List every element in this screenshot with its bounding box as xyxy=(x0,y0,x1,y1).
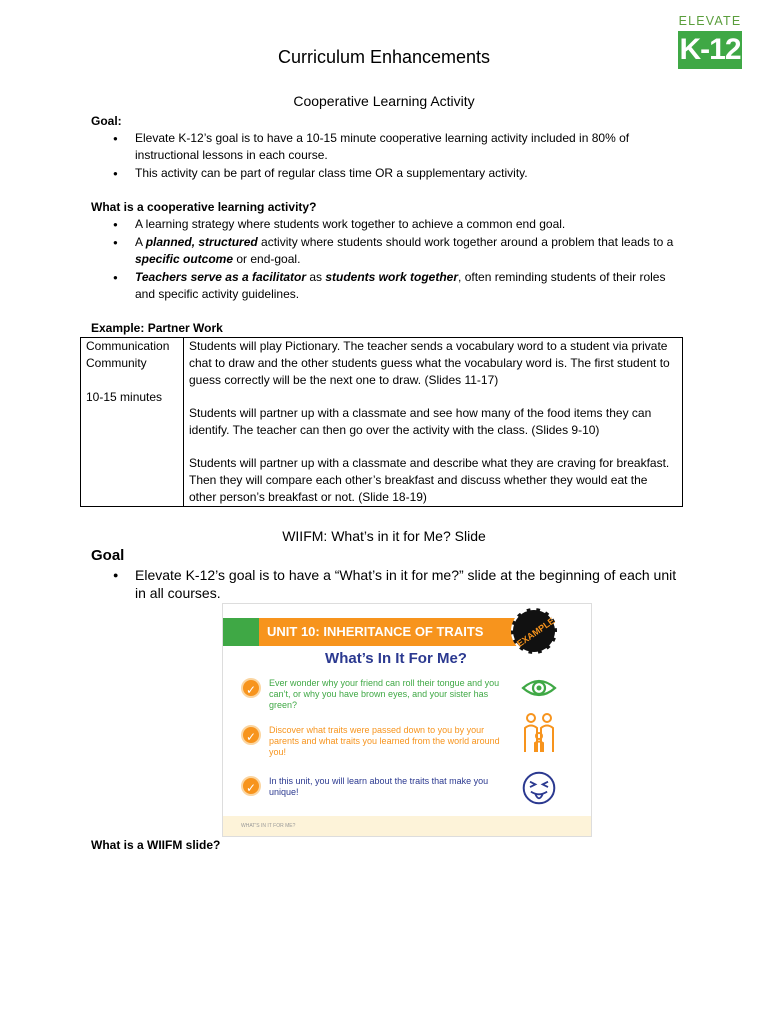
example-heading: Example: Partner Work xyxy=(91,321,223,335)
tongue-face-icon xyxy=(521,768,557,808)
family-icon xyxy=(521,712,557,754)
text-run: A xyxy=(135,235,146,249)
emphasis: specific outcome xyxy=(135,252,234,266)
cooperative-list xyxy=(113,216,683,304)
example-table xyxy=(80,337,683,507)
activity-paragraph: Students will partner up with a classmate and describe what they are craving for breakfast. Then they will compare each other’s breakfast and discuss whether they would eat the other person’s breakfast or not. (Slide 18-19) xyxy=(189,456,670,504)
eye-icon xyxy=(521,670,557,706)
cell-text: 10-15 minutes xyxy=(86,390,163,404)
table-cell-right xyxy=(184,338,683,507)
slide-row xyxy=(241,678,511,712)
table-cell-left xyxy=(81,338,184,507)
cell-text: Community xyxy=(86,356,147,370)
goal-heading: Goal: xyxy=(91,114,122,128)
slide-banner: UNIT 10: INHERITANCE OF TRAITS xyxy=(259,618,529,646)
page-title: Curriculum Enhancements xyxy=(277,47,491,67)
list-item: ● Elevate K-12’s goal is to have a “What’s in it for me?” slide at the beginning of each unit in all courses. xyxy=(113,566,683,602)
list-item: ● A learning strategy where students work together to achieve a common end goal. xyxy=(113,216,683,233)
wiifm-question: What is a WIIFM slide? xyxy=(91,838,221,852)
page-subtitle: Cooperative Learning Activity xyxy=(293,93,475,109)
slide-row xyxy=(241,776,511,806)
slide-green-strip xyxy=(223,618,259,646)
table-row xyxy=(81,338,683,507)
text-run: , often reminding students of their roles and specific activity guidelines. xyxy=(135,270,666,301)
cooperative-heading: What is a cooperative learning activity? xyxy=(91,200,317,214)
list-item: ● This activity can be part of regular class time OR a supplementary activity. xyxy=(113,165,683,182)
text-run: as xyxy=(306,270,326,284)
example-slide-image xyxy=(222,603,592,837)
wiifm-goal-heading: Goal xyxy=(91,547,125,564)
check-icon: ✓ xyxy=(241,776,261,796)
cell-text: Communication xyxy=(86,339,170,353)
check-icon: ✓ xyxy=(241,725,261,745)
emphasis: planned, structured xyxy=(145,235,258,249)
goal-list xyxy=(113,130,683,183)
slide-row-text: In this unit, you will learn about the traits that make you unique! xyxy=(269,776,489,797)
list-item: ● Elevate K-12’s goal is to have a 10-15 minute cooperative learning activity included in 80% of instructional lessons in each course. xyxy=(113,130,683,164)
example-seal: EXAMPLE xyxy=(502,603,566,663)
slide-heading: What’s In It For Me? xyxy=(325,650,467,667)
text-run: or end-goal. xyxy=(233,252,301,266)
activity-paragraph: Students will play Pictionary. The teacher sends a vocabulary word to a student via private chat to draw and the other students guess what the vocabulary word is. The first student to guess correctly will be the next one to draw. (Slides 11-17) xyxy=(189,339,670,387)
text-run: activity where students should work together around a problem that leads to a xyxy=(257,235,674,249)
list-item xyxy=(113,269,683,303)
logo-word: ELEVATE xyxy=(678,14,742,28)
list-item xyxy=(113,234,683,268)
emphasis: students work together xyxy=(325,270,459,284)
slide-row-text: Discover what traits were passed down to you by your parents and what traits you learned from the world around you! xyxy=(269,725,500,757)
activity-paragraph: Students will partner up with a classmate and see how many of the food items they can identify. The teacher can then go over the activity with the class. (Slides 9-10) xyxy=(189,406,652,437)
logo-mark: K-12 xyxy=(678,31,742,69)
emphasis: Teachers serve as a facilitator xyxy=(135,270,306,284)
check-icon: ✓ xyxy=(241,678,261,698)
wiifm-heading: WIIFM: What’s in it for Me? Slide xyxy=(282,528,486,544)
slide-row-text: Ever wonder why your friend can roll their tongue and you can’t, or why you have brown eyes, and your sister has green? xyxy=(269,678,500,710)
slide-footer: WHAT'S IN IT FOR ME? xyxy=(223,816,591,836)
slide-row xyxy=(241,725,511,759)
wiifm-list xyxy=(113,566,683,603)
